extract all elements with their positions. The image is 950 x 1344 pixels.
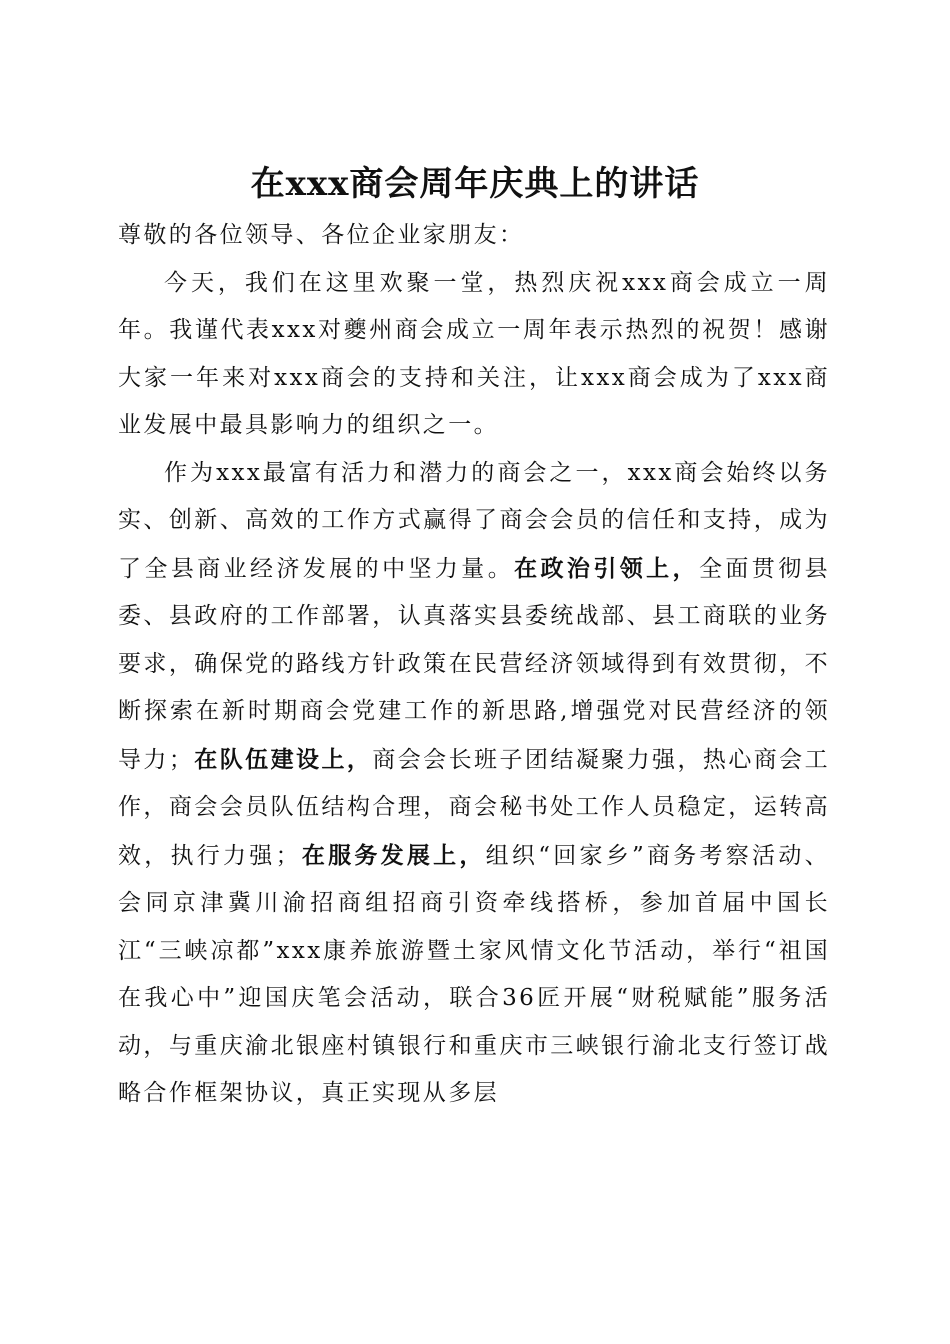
paragraph-2 bbox=[118, 450, 830, 1118]
paragraph-text: 作为xxx最富有活力和潜力的商会之一，xxx商会始终以务实、创新、高效的工作方式赢得了商会会员的信任和支持，成为了全县商业经济发展的中坚力量。 bbox=[118, 459, 830, 582]
document-body bbox=[118, 212, 830, 1118]
paragraph-1 bbox=[118, 260, 830, 450]
paragraph-text: 组织“回家乡”商务考察活动、会同京津冀川渝招商组招商引资牵线搭桥，参加首届中国长江“三峡凉都”xxx康养旅游暨土家风情文化节活动，举行“祖国在我心中”迎国庆笔会活动，联合36匠开展“财税赋能”服务活动，与重庆渝北银座村镇银行和重庆市三峡银行渝北支行签订战略合作框架协议，真正实现从多层 bbox=[118, 842, 830, 1106]
document-title: 在xxx商会周年庆典上的讲话 bbox=[250, 163, 700, 204]
paragraph-text: 商会会长班子团结凝聚力强，热心商会工作，商会会员队伍结构合理，商会秘书处工作人员稳定，运转高效，执行力强； bbox=[118, 746, 831, 869]
paragraph-text: 全面贯彻县委、县政府的工作部署，认真落实县委统战部、县工商联的业务要求，确保党的路线方针政策在民营经济领域得到有效贯彻，不断探索在新时期商会党建工作的新思路,增强党对民营经济的领导力； bbox=[118, 555, 830, 773]
bold-heading-service: 在服务发展上， bbox=[300, 841, 486, 869]
paragraph-text: 今天，我们在这里欢聚一堂，热烈庆祝xxx商会成立一周年。我谨代表xxx对夔州商会成立一周年表示热烈的祝贺！感谢大家一年来对xxx商会的支持和关注，让xxx商会成为了xxx商业发展中最具影响力的组织之一。 bbox=[118, 269, 830, 438]
bold-heading-team: 在队伍建设上， bbox=[194, 745, 373, 773]
salutation: 尊敬的各位领导、各位企业家朋友： bbox=[118, 222, 525, 248]
bold-heading-political: 在政治引领上， bbox=[514, 554, 699, 582]
